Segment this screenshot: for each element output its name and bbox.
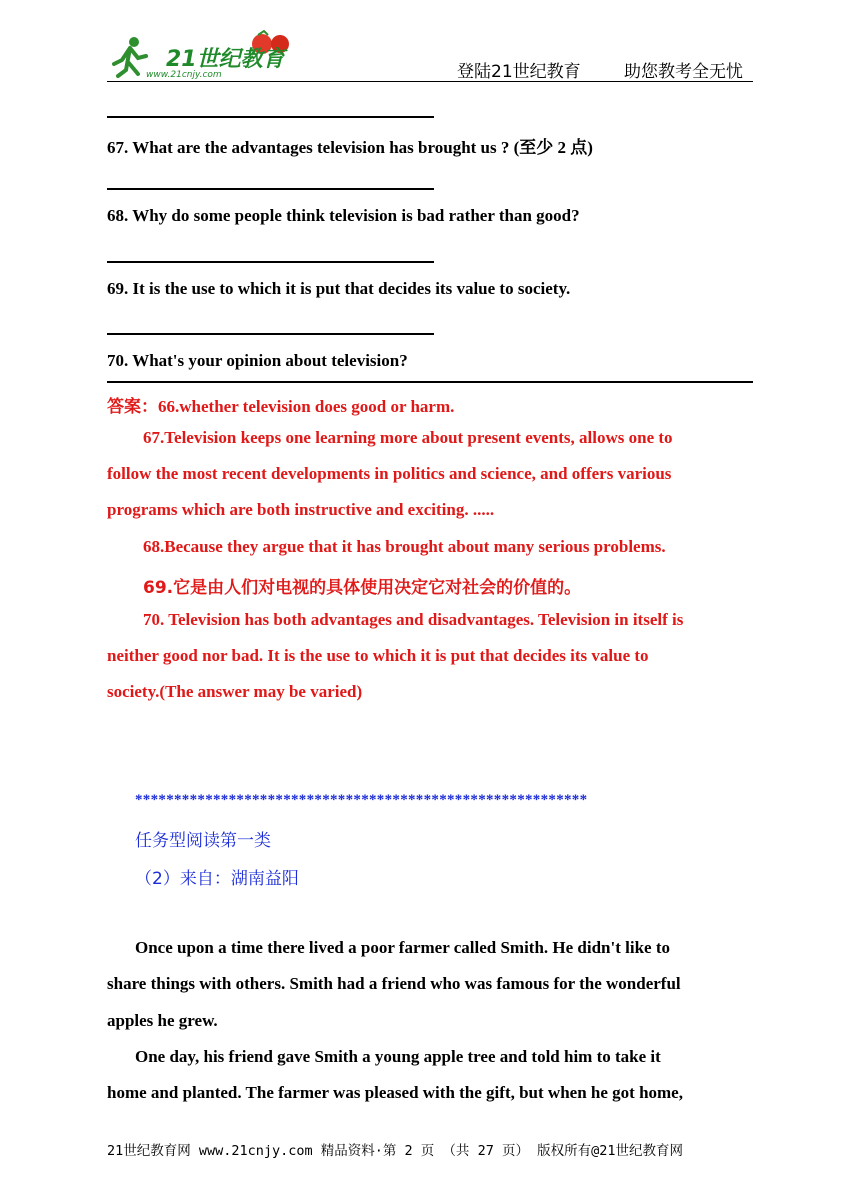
logo-text: 21世纪教育	[166, 47, 285, 72]
logo-url: www.21cnjy.com	[146, 70, 222, 80]
answer-66: 答案：66.whether television does good or harm.	[107, 397, 455, 416]
answer-blank	[107, 333, 434, 335]
passage-line: apples he grew.	[107, 1011, 218, 1030]
question-69: 69. It is the use to which it is put that decides its value to society.	[107, 279, 571, 298]
passage-line: share things with others. Smith had a friend who was famous for the wonderful	[107, 974, 681, 993]
answer-68: 68.Because they argue that it has brought about many serious problems.	[143, 537, 666, 556]
passage-line: home and planted. The farmer was pleased with the gift, but when he got home,	[107, 1083, 683, 1102]
answer-70-line2: neither good nor bad. It is the use to which it is put that decides its value to	[107, 646, 649, 665]
answer-blank	[107, 188, 434, 190]
answer-67-line3: programs which are both instructive and exciting. .....	[107, 500, 495, 519]
answer-blank	[107, 116, 434, 118]
question-67: 67. What are the advantages television has brought us ? (至少 2 点)	[107, 138, 593, 157]
passage-line: Once upon a time there lived a poor farmer called Smith. He didn't like to	[135, 938, 671, 957]
section-divider	[107, 381, 753, 383]
answer-70-line1: 70. Television has both advantages and disadvantages. Television in itself is	[143, 610, 684, 629]
site-name: 登陆21世纪教育	[457, 62, 581, 82]
question-68: 68. Why do some people think television is bad rather than good?	[107, 206, 580, 225]
section-source: （2）来自：湖南益阳	[135, 869, 299, 889]
logo	[112, 30, 302, 80]
answer-67-line2: follow the most recent developments in politics and science, and offers various	[107, 464, 672, 483]
logo-graphic	[112, 30, 302, 80]
answer-70-line3: society.(The answer may be varied)	[107, 682, 363, 701]
answer-69: 69.它是由人们对电视的具体使用决定它对社会的价值的。	[143, 578, 582, 598]
answer-blank	[107, 261, 434, 263]
question-70: 70. What's your opinion about television?	[107, 351, 408, 370]
passage-line: One day, his friend gave Smith a young apple tree and told him to take it	[135, 1047, 661, 1066]
star-separator: **********************************************************	[135, 792, 588, 808]
header-divider	[107, 81, 753, 82]
answer-67-line1: 67.Television keeps one learning more about present events, allows one to	[143, 428, 673, 447]
page-footer: 21世纪教育网 www.21cnjy.com 精品资料·第 2 页 （共 27 页） 版权所有@21世纪教育网	[107, 1143, 683, 1159]
section-title: 任务型阅读第一类	[135, 831, 271, 851]
slogan: 助您教考全无忧	[624, 62, 743, 82]
